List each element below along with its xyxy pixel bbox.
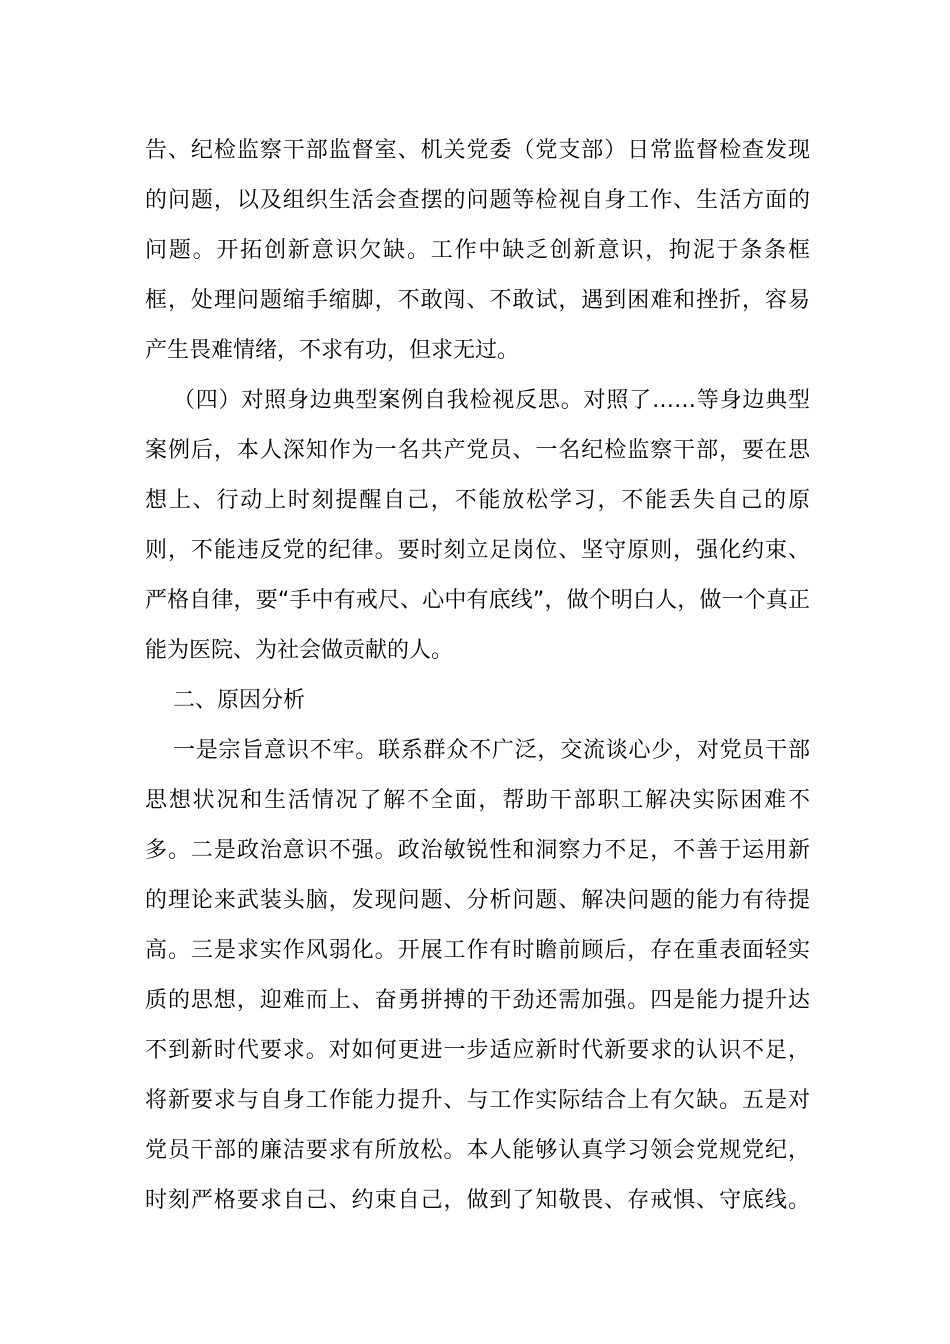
text-line-4: 框，处理问题缩手缩脚，不敢闯、不敢试，遇到困难和挫折，容易 [145, 288, 810, 313]
text-line-18: 质的思想，迎难而上、奋勇拼搏的干劲还需加强。四是能力提升达 [145, 988, 810, 1013]
text-line-16: 的理论来武装头脑，发现问题、分析问题、解决问题的能力有待提 [145, 888, 810, 913]
text-line-19: 不到新时代要求。对如何更进一步适应新时代新要求的认识不足， [145, 1038, 810, 1063]
text-line-5: 产生畏难情绪，不求有功，但求无过。 [145, 338, 520, 363]
section-four-heading-line: （四）对照身边典型案例自我检视反思。对照了……等身边典型 [173, 388, 810, 413]
text-line-2: 的问题，以及组织生活会查摆的问题等检视自身工作、生活方面的 [145, 188, 810, 213]
text-line-3: 问题。开拓创新意识欠缺。工作中缺乏创新意识，拘泥于条条框 [145, 238, 810, 263]
text-line-11: 能为医院、为社会做贡献的人。 [145, 638, 454, 663]
text-line-17: 高。三是求实作风弱化。开展工作有时瞻前顾后，存在重表面轻实 [145, 938, 810, 963]
text-line-1: 告、纪检监察干部监督室、机关党委（党支部）日常监督检查发现 [145, 138, 810, 163]
text-line-22: 时刻严格要求自己、约束自己，做到了知敬畏、存戒惧、守底线。 [145, 1188, 810, 1213]
text-line-15: 多。二是政治意识不强。政治敏锐性和洞察力不足，不善于运用新 [145, 838, 810, 863]
text-line-9: 则，不能违反党的纪律。要时刻立足岗位、坚守原则，强化约束、 [145, 538, 810, 563]
text-line-7: 案例后，本人深知作为一名共产党员、一名纪检监察干部，要在思 [145, 438, 810, 463]
text-line-21: 党员干部的廉洁要求有所放松。本人能够认真学习领会党规党纪， [145, 1138, 810, 1163]
text-line-13: 一是宗旨意识不牢。联系群众不广泛，交流谈心少，对党员干部 [173, 738, 810, 763]
section-heading-cause-analysis: 二、原因分析 [173, 688, 306, 713]
text-line-14: 思想状况和生活情况了解不全面，帮助干部职工解决实际困难不 [145, 788, 810, 813]
text-line-8: 想上、行动上时刻提醒自己，不能放松学习，不能丢失自己的原 [145, 488, 810, 513]
text-line-20: 将新要求与自身工作能力提升、与工作实际结合上有欠缺。五是对 [145, 1088, 810, 1113]
text-line-10: 严格自律，要“手中有戒尺、心中有底线”，做个明白人，做一个真正 [145, 588, 810, 613]
